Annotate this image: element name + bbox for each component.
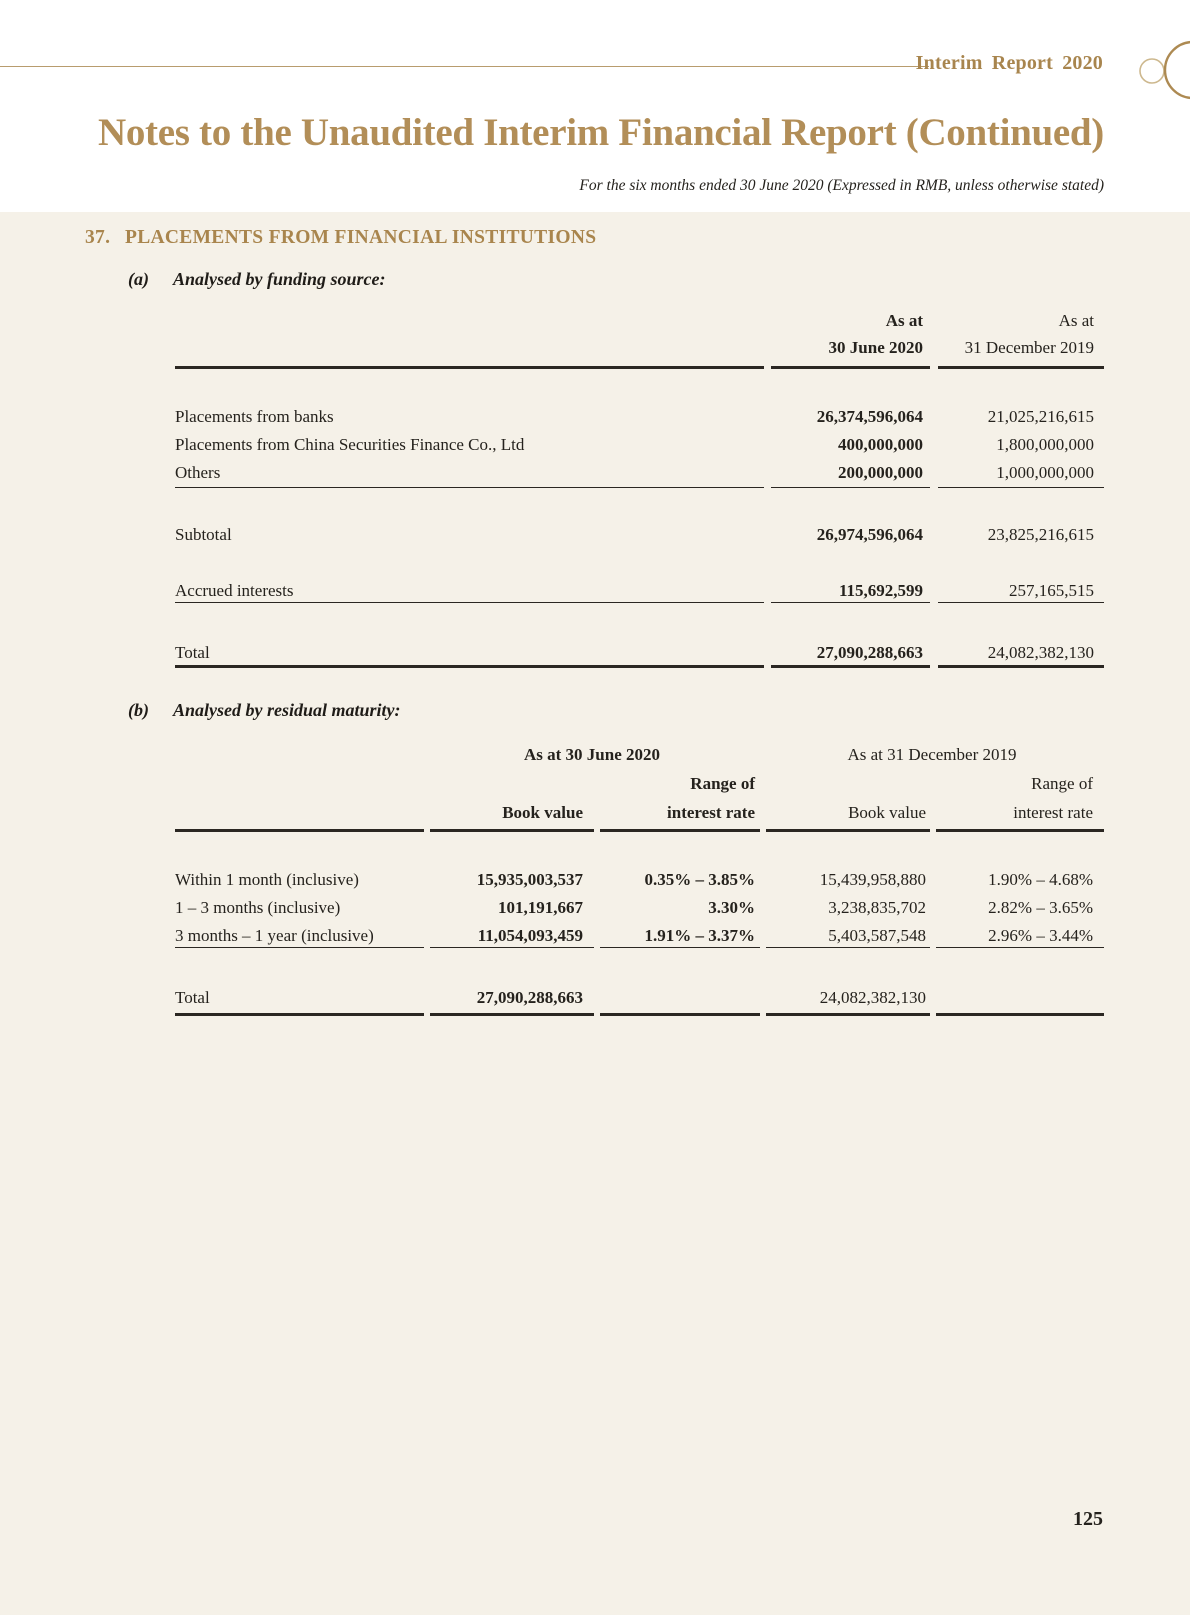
section-title: PLACEMENTS FROM FINANCIAL INSTITUTIONS [125, 227, 597, 248]
header-divider-line [0, 66, 929, 67]
table-row: Within 1 month (inclusive) 15,935,003,537 0.35% – 3.85% 15,439,958,880 1.90% – 4.68% [175, 870, 1093, 889]
table-row: Placements from banks 26,374,596,064 21,025,216,615 [175, 407, 1094, 426]
table-a-subtotal-row: Subtotal 26,974,596,064 23,825,216,615 [175, 525, 1094, 544]
table-a-header-row-1 [175, 310, 1104, 331]
page-subtitle: For the six months ended 30 June 2020 (Expressed in RMB, unless otherwise stated) [579, 177, 1104, 194]
table-a-col-2020-date: 30 June 2020 [828, 338, 923, 357]
table-row: Placements from China Securities Finance Co., Ltd 400,000,000 1,800,000,000 [175, 435, 1094, 454]
table-b-interestrate-2020: interest rate [667, 803, 755, 822]
subsection-a-title: Analysed by funding source: [173, 269, 386, 289]
subsection-a-heading [128, 269, 386, 290]
table-b-bookvalue-2020: Book value [502, 803, 583, 822]
table-a-total-row: Total 27,090,288,663 24,082,382,130 [175, 643, 1094, 662]
table-a-col-2019-date: 31 December 2019 [964, 338, 1094, 357]
table-b-header-row-1 [175, 773, 1104, 794]
section-number: 37. [85, 227, 111, 248]
table-a-accrued-row: Accrued interests 115,692,599 257,165,515 [175, 581, 1094, 600]
page-number: 125 [1073, 1508, 1103, 1530]
table-b-group-header-2019: As at 31 December 2019 [847, 745, 1017, 764]
section-heading [85, 227, 596, 249]
table-b-interestrate-2019: interest rate [1013, 803, 1093, 822]
table-row: Others 200,000,000 1,000,000,000 [175, 463, 1094, 482]
subsection-b-tag: (b) [128, 700, 149, 720]
subsection-b-heading [128, 700, 401, 721]
decorative-circles-icon [1128, 28, 1190, 112]
table-b-group-header-2020: As at 30 June 2020 [523, 745, 660, 764]
report-label: Interim Report 2020 [915, 52, 1103, 74]
table-row: 3 months – 1 year (inclusive) 11,054,093,459 1.91% – 3.37% 5,403,587,548 2.96% – 3.44% [175, 926, 1093, 945]
subsection-a-tag: (a) [128, 269, 149, 289]
table-b-range-of-2019: Range of [1031, 774, 1093, 793]
table-a-col-2020-header: As at [885, 311, 923, 330]
table-a-header-row-2 [175, 337, 1104, 358]
table-row: 1 – 3 months (inclusive) 101,191,667 3.30% 3,238,835,702 2.82% – 3.65% [175, 898, 1093, 917]
table-b-bookvalue-2019: Book value [848, 803, 926, 822]
subsection-b-title: Analysed by residual maturity: [173, 700, 401, 720]
page-title: Notes to the Unaudited Interim Financial Report (Continued) [97, 111, 1104, 154]
table-b-range-of-2020: Range of [690, 774, 755, 793]
table-b-total-row: Total 27,090,288,663 24,082,382,130 [175, 988, 926, 1007]
table-a-col-2019-header: As at [1058, 311, 1094, 330]
table-b-header-row-2 [175, 802, 1104, 823]
